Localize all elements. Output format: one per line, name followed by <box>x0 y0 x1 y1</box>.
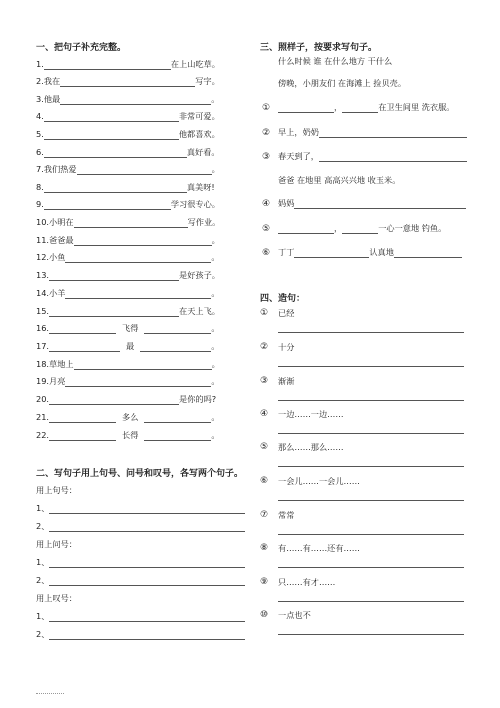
item-number: 13. <box>36 270 50 280</box>
target-word: 一会儿……一会儿…… <box>278 476 360 486</box>
punctuation-group-label: 用上叹号： <box>36 593 77 603</box>
fill-item <box>36 59 220 70</box>
answer-blank[interactable] <box>49 395 179 405</box>
answer-blank[interactable] <box>44 148 187 158</box>
sentence-blank[interactable] <box>49 522 245 532</box>
answer-blank[interactable] <box>65 253 211 263</box>
fill-item <box>36 341 219 352</box>
item-prefix: 月亮 <box>49 376 66 386</box>
rewrite-item <box>260 102 455 113</box>
sentence-word-item <box>260 376 294 387</box>
item-number: 21. <box>36 412 50 422</box>
sentence-line <box>36 557 245 568</box>
item-middle: 最 <box>126 341 135 351</box>
item-suffix: 。 <box>211 288 220 298</box>
punctuation-group-label: 用上问号： <box>36 539 77 549</box>
item-marker: ⑦ <box>260 510 269 520</box>
answer-blank[interactable] <box>74 360 212 370</box>
target-word: 有……有……还有…… <box>278 543 360 553</box>
item-number: 17. <box>36 341 50 351</box>
item-marker: ④ <box>261 199 271 209</box>
item-suffix: 。 <box>211 430 220 440</box>
item-marker: ⑥ <box>261 248 271 258</box>
section2-title: 二、写句子用上句号、问号和叹号，各写两个句子。 <box>36 469 244 479</box>
fill-item <box>36 323 220 334</box>
line-number: 2、 <box>36 575 50 585</box>
section3-example2: 爸爸 在地里 高高兴兴地 收玉米。 <box>278 175 401 185</box>
item-number: 7. <box>36 164 44 174</box>
item-suffix: 。 <box>211 235 220 245</box>
fill-item <box>36 359 220 370</box>
item-number: 5. <box>36 129 44 139</box>
line-number: 1、 <box>36 557 50 567</box>
target-word: 一边……一边…… <box>278 409 344 419</box>
item-suffix: 真美呀! <box>186 182 215 192</box>
answer-blank[interactable] <box>294 199 466 209</box>
sentence-line <box>36 503 245 514</box>
item-prefix: 我在 <box>43 76 61 86</box>
sentence-blank[interactable] <box>49 504 245 514</box>
item-number: 14. <box>36 288 50 298</box>
item-suffix: 。 <box>211 412 220 422</box>
section3-hint: 什么时候 谁 在什么地方 干什么 <box>278 56 393 66</box>
sentence-blank[interactable] <box>49 630 245 640</box>
line-number: 1、 <box>36 611 50 621</box>
item-prefix: 爸爸最 <box>49 235 74 245</box>
item-number: 22. <box>36 430 50 440</box>
section1-title: 一、把句子补充完整。 <box>36 43 127 53</box>
target-word: 十分 <box>278 342 295 352</box>
item-number: 6. <box>36 147 44 157</box>
sentence-answer-line[interactable] <box>278 432 464 434</box>
answer-blank[interactable] <box>144 431 211 441</box>
item-suffix: 学习很专心。 <box>170 199 220 209</box>
section4-title: 四、造句： <box>260 294 306 304</box>
item-number: 2. <box>36 76 44 86</box>
fill-item <box>36 376 220 387</box>
fill-item <box>36 430 220 441</box>
fill-item <box>36 270 220 281</box>
sentence-answer-line[interactable] <box>278 633 464 635</box>
item-number: 3. <box>36 94 44 104</box>
item-marker: ⑤ <box>261 224 271 234</box>
answer-blank[interactable] <box>49 431 116 441</box>
answer-blank[interactable] <box>49 324 116 334</box>
fill-item <box>36 252 220 263</box>
item-marker: ② <box>260 342 269 352</box>
fill-item <box>36 164 220 175</box>
item-suffix: 。 <box>211 359 220 369</box>
item-marker: ⑩ <box>260 610 269 620</box>
item-number: 10. <box>36 217 50 227</box>
item-marker: ⑨ <box>260 577 269 587</box>
item-marker: ① <box>260 308 269 318</box>
answer-blank[interactable] <box>60 95 211 105</box>
item-prefix: 他最 <box>43 94 61 104</box>
item-number: 1. <box>36 59 44 69</box>
answer-blank[interactable] <box>278 103 334 113</box>
fill-item <box>36 94 219 105</box>
rewrite-item <box>260 151 467 162</box>
item-suffix: 写字。 <box>195 76 220 86</box>
item-marker: ② <box>261 128 271 138</box>
answer-blank[interactable] <box>49 342 120 352</box>
rewrite-item <box>260 247 462 258</box>
item-suffix: 。 <box>211 341 220 351</box>
answer-blank[interactable] <box>278 224 334 234</box>
item-marker: ⑥ <box>260 476 269 486</box>
item-prefix: 小明在 <box>49 217 74 227</box>
item-marker: ④ <box>260 409 269 419</box>
sentence-line <box>36 521 245 532</box>
item-suffix: 真好看。 <box>186 147 220 157</box>
item-suffix: 认真地 <box>369 247 394 257</box>
item-prefix: 丁丁 <box>278 247 295 257</box>
item-number: 18. <box>36 359 50 369</box>
fill-item <box>36 288 220 299</box>
fill-item <box>36 306 220 317</box>
answer-blank[interactable] <box>44 130 179 140</box>
punctuation-group-label: 用上句号： <box>36 485 77 495</box>
target-word: 常常 <box>278 510 295 520</box>
sentence-answer-line[interactable] <box>278 566 464 568</box>
item-prefix: 妈妈 <box>278 198 295 208</box>
fill-item <box>36 217 220 228</box>
fill-item <box>36 235 220 246</box>
answer-blank[interactable] <box>77 165 212 175</box>
item-middle: 多么 <box>122 412 139 422</box>
sentence-answer-line[interactable] <box>278 600 464 602</box>
item-marker: ⑤ <box>260 442 269 452</box>
sentence-blank[interactable] <box>49 612 245 622</box>
answer-blank[interactable] <box>49 271 179 281</box>
item-prefix: 草地上 <box>49 359 74 369</box>
item-number: 19. <box>36 376 50 386</box>
item-number: 11. <box>36 235 50 245</box>
item-suffix: 非常可爱。 <box>178 111 220 121</box>
sentence-word-item <box>260 543 360 554</box>
item-suffix: 在天上飞。 <box>179 306 220 316</box>
item-number: 20. <box>36 394 50 404</box>
sentence-word-item <box>260 577 335 588</box>
fill-item <box>36 199 220 210</box>
answer-blank[interactable] <box>394 248 462 258</box>
target-word: 渐渐 <box>278 376 295 386</box>
item-prefix: 早上，奶奶 <box>278 127 319 137</box>
item-marker: ③ <box>261 152 271 162</box>
answer-blank[interactable] <box>319 128 467 138</box>
sentence-word-item <box>260 476 360 487</box>
sentence-answer-line[interactable] <box>278 465 464 467</box>
fill-item <box>36 76 220 87</box>
sentence-word-item <box>260 409 344 420</box>
target-word: 一点也不 <box>278 610 311 620</box>
sentence-word-item <box>260 442 344 453</box>
fill-item <box>36 412 220 423</box>
rewrite-item <box>260 127 467 138</box>
item-middle: 飞得 <box>122 323 139 333</box>
item-number: 8. <box>36 182 44 192</box>
answer-blank[interactable] <box>140 342 211 352</box>
item-prefix: 小羊 <box>49 288 66 298</box>
target-word: 只……有才…… <box>278 577 336 587</box>
line-number: 1、 <box>36 503 50 513</box>
sentence-answer-line[interactable] <box>278 331 464 333</box>
item-separator: ， <box>334 223 343 233</box>
item-prefix: 小鱼 <box>49 252 66 262</box>
item-number: 9. <box>36 199 44 209</box>
answer-blank[interactable] <box>44 60 171 70</box>
answer-blank[interactable] <box>44 183 187 193</box>
sentence-word-item <box>260 308 294 319</box>
fill-item <box>36 394 216 405</box>
line-number: 2、 <box>36 521 50 531</box>
item-suffix: 在上山吃草。 <box>170 59 220 69</box>
item-prefix: 我们热爱 <box>43 164 77 174</box>
item-suffix: 一心一意地 钓鱼。 <box>378 223 447 233</box>
item-separator: ， <box>334 102 343 112</box>
sentence-line <box>36 575 245 586</box>
item-suffix: 是好孩子。 <box>179 270 220 280</box>
sentence-answer-line[interactable] <box>278 365 464 367</box>
item-number: 12. <box>36 252 50 262</box>
answer-blank[interactable] <box>44 112 179 122</box>
section3-title: 三、照样子，按要求写句子。 <box>260 43 378 53</box>
target-word: 那么……那么…… <box>278 442 344 452</box>
item-suffix: 他都喜欢。 <box>178 129 220 139</box>
item-suffix: 在卫生间里 洗衣服。 <box>378 102 455 112</box>
answer-blank[interactable] <box>144 324 211 334</box>
item-prefix: 春天到了， <box>278 151 319 161</box>
item-suffix: 。 <box>211 252 220 262</box>
rewrite-item <box>260 223 446 234</box>
rewrite-item <box>260 198 466 209</box>
sentence-line <box>36 629 245 640</box>
item-marker: ⑧ <box>260 543 269 553</box>
answer-blank[interactable] <box>65 377 211 387</box>
sentence-word-item <box>260 610 311 621</box>
answer-blank[interactable] <box>49 413 116 423</box>
item-marker: ① <box>261 103 271 113</box>
item-suffix: 是你的吗? <box>179 394 217 404</box>
footer-divider <box>36 693 64 694</box>
fill-item <box>36 111 220 122</box>
sentence-blank[interactable] <box>49 576 245 586</box>
item-number: 15. <box>36 306 50 316</box>
sentence-word-item <box>260 342 294 353</box>
answer-blank[interactable] <box>65 289 211 299</box>
item-suffix: 。 <box>211 164 220 174</box>
sentence-answer-line[interactable] <box>278 499 464 501</box>
answer-blank[interactable] <box>60 77 195 87</box>
fill-item <box>36 147 220 158</box>
fill-item <box>36 129 220 140</box>
answer-blank[interactable] <box>342 224 378 234</box>
item-middle: 长得 <box>122 430 139 440</box>
line-number: 2、 <box>36 629 50 639</box>
item-number: 4. <box>36 111 44 121</box>
item-suffix: 。 <box>211 323 220 333</box>
answer-blank[interactable] <box>144 413 211 423</box>
sentence-answer-line[interactable] <box>278 533 464 535</box>
answer-blank[interactable] <box>74 218 188 228</box>
sentence-answer-line[interactable] <box>278 399 464 401</box>
answer-blank[interactable] <box>44 200 171 210</box>
fill-item <box>36 182 215 193</box>
sentence-line <box>36 611 245 622</box>
sentence-word-item <box>260 510 294 521</box>
item-number: 16. <box>36 323 50 333</box>
sentence-blank[interactable] <box>49 558 245 568</box>
target-word: 已经 <box>278 308 295 318</box>
item-marker: ③ <box>260 376 269 386</box>
section3-example: 傍晚，小朋友们 在海滩上 捡贝壳。 <box>278 78 407 88</box>
item-suffix: 。 <box>211 94 220 104</box>
item-suffix: 写作业。 <box>187 217 221 227</box>
item-suffix: 。 <box>211 376 220 386</box>
answer-blank[interactable] <box>319 152 467 162</box>
answer-blank[interactable] <box>49 307 179 317</box>
answer-blank[interactable] <box>342 103 378 113</box>
answer-blank[interactable] <box>74 236 212 246</box>
answer-blank[interactable] <box>294 248 369 258</box>
